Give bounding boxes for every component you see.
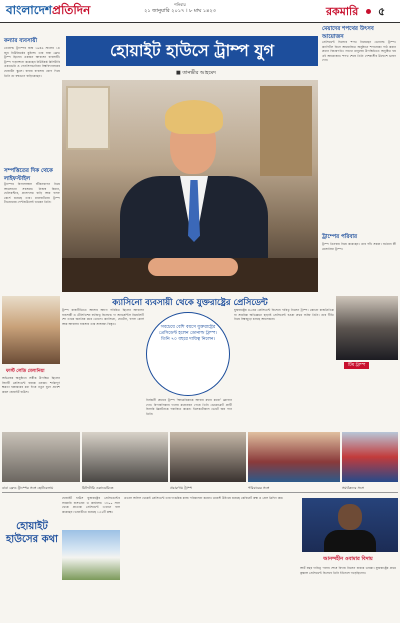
paper-name-blue: বাংলাদেশ bbox=[6, 3, 52, 17]
photo-hair bbox=[165, 100, 223, 134]
right-col-head2: ট্রাম্পের পরিবার bbox=[322, 234, 358, 240]
left-col-head1: কন্যার ব্যবসায়ী bbox=[4, 38, 38, 44]
family-photo bbox=[336, 296, 398, 360]
left-col-head2: সম্পত্তিতের দিক থেকে লাইফস্টাইল bbox=[4, 168, 53, 182]
photo-window bbox=[66, 86, 110, 150]
article-col-3: যুক্তরাষ্ট্রের ৪৫তম প্রেসিডেন্ট হিসেবে দায়িত্ব নিলেন ট্রাম্প। কোনো রাজনৈতিক বা সামরিক অভিজ্ঞতা ছাড়াই প্রেসিডেন্ট হওয়া প্রথম ব্যক্তি তিনি। তার নীতি নিয়ে বিশ্বজুড়ে চলছে আলোচনা। bbox=[234, 308, 334, 322]
date-weekday: শনিবার bbox=[174, 2, 186, 7]
pull-quote-circle: সবচেয়ে বেশি বয়সে যুক্তরাষ্ট্রের প্রেসিডেন্ট হলেন ডোনাল্ড ট্রাম্প। তিনি ৭০ বছরে দায়িত্ব নিলেন। bbox=[146, 312, 230, 396]
left-col-body2: ট্রাম্পের বিলাসবহুল জীবনযাপন নিয়ে আলোচনা সবসময়। নিজস্ব বিমান, হেলিকপ্টার, প্রাসাদসম বাড়ি আর গলফ কোর্স রয়েছে তার। ম্যানহাটনের ট্রাম্প টাওয়ারের পেন্টহাউসেই থাকেন তিনি। bbox=[4, 182, 60, 205]
strip-photo-2 bbox=[82, 432, 168, 482]
right-col-body1: প্রেসিডেন্ট হিসেবে শপথ নিয়েছেন ডোনাল্ড ট্রাম্প। ক্যাপিটল হিলে আয়োজিত অনুষ্ঠানে শপথবাক্য পাঠ করান প্রধান বিচারপতি। লাখো মানুষের উপস্থিতিতে অনুষ্ঠিত হয় এই আয়োজন। শপথ শেষে তিনি দেশবাসীর উদ্দেশে ভাষণ দেন। bbox=[322, 40, 396, 63]
obama-caption: আনন্দহীন ওবামার বিদায় bbox=[323, 556, 373, 562]
strip-photo-4 bbox=[248, 432, 340, 482]
byline: ■ তানভীর আহমেদ bbox=[176, 70, 216, 76]
strip-caption-4: পরিবারের সঙ্গে bbox=[248, 486, 270, 490]
strip-photo-5 bbox=[342, 432, 398, 482]
obama-face bbox=[338, 504, 362, 530]
bottom-col-2: ওভাল অফিস থেকেই প্রেসিডেন্ট তার দাপ্তরিক কাজ পরিচালনা করেন। ওয়েস্ট উইংয়ে রয়েছে কেবিনেট কক্ষ ও প্রেস ব্রিফিং রুম। bbox=[124, 496, 284, 500]
strip-caption-5: সমর্থকদের সঙ্গে bbox=[342, 486, 364, 490]
obama-photo bbox=[302, 498, 398, 552]
headline-banner: হোয়াইট হাউসে ট্রাম্প যুগ bbox=[66, 36, 318, 66]
article-col-2: নির্বাচনী প্রচারে ট্রাম্প 'আমেরিকাকে আবার মহান করো' স্লোগান দেন। রিপাবলিকান দলের মনোনয়ন পেয়ে তিনি ডেমোক্রেট প্রার্থী হিলারি ক্লিনটনকে পরাজিত করেন। ইলেকটোরাল ভোটে জয় পান তিনি। bbox=[146, 398, 232, 416]
paper-name-red: প্রতিদিন bbox=[51, 3, 91, 17]
bottom-col-3: আট বছর দায়িত্ব পালন শেষে বিদায় নিলেন বারাক ওবামা। যুক্তরাষ্ট্রের প্রথম কৃষ্ণাঙ্গ প্রেসিডেন্ট হিসেবে তিনি ইতিহাস গড়েছিলেন। bbox=[300, 566, 396, 575]
section-divider bbox=[2, 492, 398, 493]
strip-photo-3 bbox=[170, 432, 246, 482]
family-caption: টিম ট্রাম্প bbox=[344, 362, 369, 369]
white-house-photo bbox=[62, 530, 120, 580]
white-house-label: হোয়াইট হাউসের কথা bbox=[6, 521, 58, 545]
right-col-body2: ট্রাম্প তিনবার বিয়ে করেছেন। তার পাঁচ সন্তান। বর্তমান স্ত্রী মেলানিয়া ট্রাম্প। bbox=[322, 242, 396, 251]
melania-caption: ফার্স্ট লেডি মেলানিয়া bbox=[6, 369, 45, 374]
strip-caption-1: বাবা ফ্রেড ট্রাম্পের সঙ্গে ছোটবেলায় bbox=[2, 486, 54, 490]
page-dot bbox=[366, 9, 371, 14]
strip-caption-3: প্রচারণায় ট্রাম্প bbox=[170, 486, 192, 490]
melania-photo bbox=[2, 296, 60, 364]
strip-caption-2: মিলিটারি একাডেমিতে bbox=[82, 486, 114, 490]
photo-shelf bbox=[260, 86, 312, 176]
photo-hands bbox=[148, 258, 238, 276]
strip-photo-1 bbox=[2, 432, 80, 482]
paper-name bbox=[6, 2, 90, 22]
right-col-head1: মেয়াদের শপথের উৎসব আয়োজন bbox=[322, 26, 374, 40]
left-col-body1: ডোনাল্ড ট্রাম্পের জন্ম ১৯৪৬ সালের ১৪ জুন নিউইয়র্কের কুইন্সে। তার বাবা ফ্রেড ট্রাম্প ছিলেন একজন আবাসন ব্যবসায়ী। ট্রাম্প পড়াশোনা করেছেন নিউইয়র্ক মিলিটারি একাডেমি ও পেনসিলভানিয়া বিশ্ববিদ্যালয়ের হোয়ার্টন স্কুলে। বাবার ব্যবসায় যোগ দিয়ে তিনি তা বহুগুণে বাড়িয়েছেন। bbox=[4, 46, 60, 78]
subhead: ক্যাসিনো ব্যবসায়ী থেকে যুক্তরাষ্ট্রের প্রেসিডেন্ট bbox=[112, 298, 268, 308]
trump-portrait-photo bbox=[62, 80, 318, 292]
obama-suit bbox=[324, 530, 376, 552]
page-number: ৫ bbox=[378, 5, 386, 18]
article-col-4: অভিষেক অনুষ্ঠানে সস্ত্রীক উপস্থিত ছিলেন বিদায়ী প্রেসিডেন্ট বারাক ওবামা। শান্তিপূর্ণ ক্ষমতা হস্তান্তরের মধ্য দিয়ে নতুন যুগে প্রবেশ করল হোয়াইট হাউস। bbox=[2, 376, 60, 394]
article-col-1: ট্রাম্প রাজনীতিতে আসার আগে পরিচিত ছিলেন আবাসন ব্যবসায়ী ও টেলিভিশন ব্যক্তিত্ব হিসেবে। দ্য অ্যাপ্রেন্টিস রিয়েলিটি শো তাকে জনপ্রিয় করে তোলে। ক্যাসিনো, হোটেল, গলফ কোর্স আর আবাসন ব্যবসায় তার সাম্রাজ্য বিস্তৃত। bbox=[62, 308, 144, 326]
section-name: রকমারি bbox=[326, 5, 359, 18]
date-line: ২১ জানুয়ারি ২০১৭ । ৮ মাঘ ১৪২৩ bbox=[144, 8, 216, 14]
bottom-col-1: হোয়াইট হাউস যুক্তরাষ্ট্রের প্রেসিডেন্টের সরকারি বাসভবন ও কার্যালয়। ১৮০০ সাল থেকে প্রত্যেক প্রেসিডেন্ট এখানে বাস করেছেন। ভবনটিতে রয়েছে ১৩২টি কক্ষ। bbox=[62, 496, 120, 514]
